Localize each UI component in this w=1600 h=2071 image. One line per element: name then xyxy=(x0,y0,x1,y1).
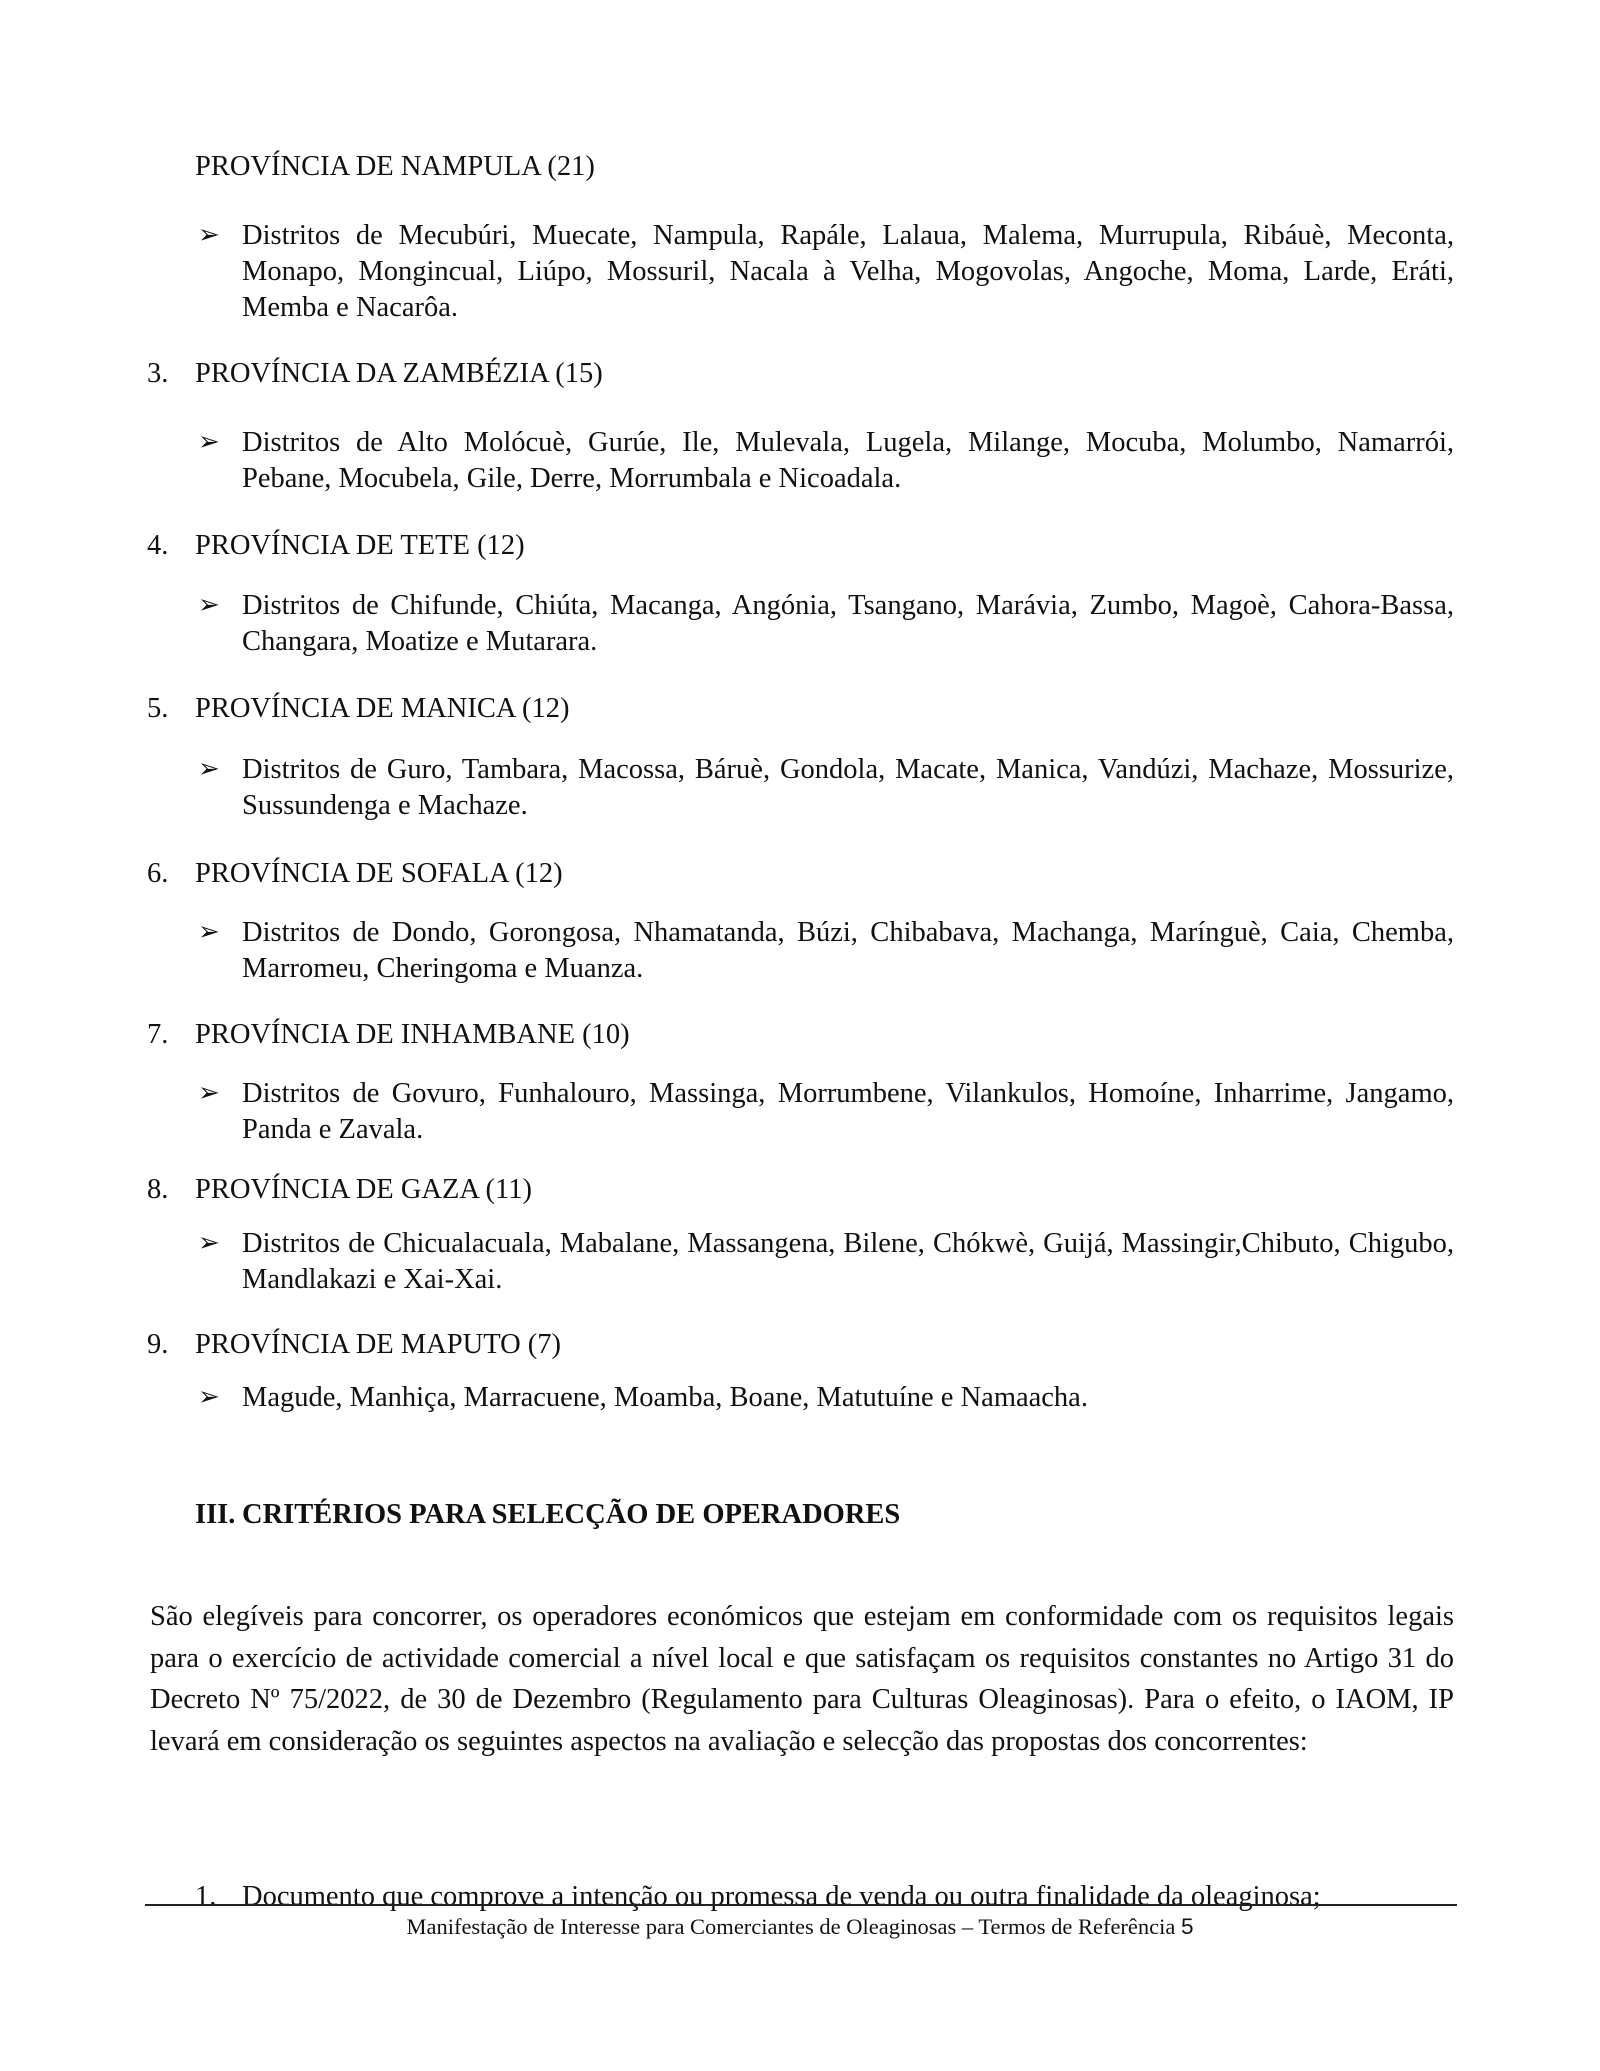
bullet-arrow-icon: ➢ xyxy=(198,1382,220,1412)
footer-text: Manifestação de Interesse para Comerciantes de Oleaginosas – Termos de Referência xyxy=(406,1914,1176,1939)
province-number: 4. xyxy=(147,530,169,561)
province-districts: Distritos de Dondo, Gorongosa, Nhamatanda, Búzi, Chibabava, Machanga, Marínguè, Caia, Chemba, Marromeu, Cheringoma e Muanza. xyxy=(242,917,1454,984)
bullet-arrow-icon: ➢ xyxy=(198,917,220,947)
province-districts: Distritos de Chicualacuala, Mabalane, Massangena, Bilene, Chókwè, Guijá, Massingir,Chibuto, Chigubo, Mandlakazi e Xai-Xai. xyxy=(242,1228,1454,1295)
province-districts: Magude, Manhiça, Marracuene, Moamba, Boane, Matutuíne e Namaacha. xyxy=(242,1382,1088,1413)
page-footer xyxy=(0,1912,1600,1942)
province-heading: PROVÍNCIA DE MANICA (12) xyxy=(195,693,570,724)
province-heading: PROVÍNCIA DE TETE (12) xyxy=(195,530,525,561)
province-number: 8. xyxy=(147,1174,169,1205)
bullet-arrow-icon: ➢ xyxy=(198,1228,220,1258)
province-districts: Distritos de Chifunde, Chiúta, Macanga, Angónia, Tsangano, Marávia, Zumbo, Magoè, Cahora-Bassa, Changara, Moatize e Mutarara. xyxy=(242,590,1454,657)
section-numeral: III. xyxy=(195,1499,236,1530)
bullet-arrow-icon: ➢ xyxy=(198,590,220,620)
footer-divider xyxy=(145,1904,1457,1906)
province-heading: PROVÍNCIA DA ZAMBÉZIA (15) xyxy=(195,358,603,389)
criteria-number: 1. xyxy=(195,1881,217,1912)
bullet-arrow-icon: ➢ xyxy=(198,1078,220,1108)
bullet-arrow-icon: ➢ xyxy=(198,427,220,457)
province-number: 7. xyxy=(147,1019,169,1050)
criteria-item: Documento que comprove a intenção ou promessa de venda ou outra finalidade da oleaginosa; xyxy=(242,1881,1321,1912)
province-number: 3. xyxy=(147,358,169,389)
section-title: CRITÉRIOS PARA SELECÇÃO DE OPERADORES xyxy=(242,1499,901,1530)
province-number: 9. xyxy=(147,1329,169,1360)
province-heading: PROVÍNCIA DE MAPUTO (7) xyxy=(195,1329,562,1360)
province-heading: PROVÍNCIA DE NAMPULA (21) xyxy=(195,151,595,182)
page-number: 5 xyxy=(1181,1914,1194,1939)
province-number: 5. xyxy=(147,693,169,724)
eligibility-paragraph: São elegíveis para concorrer, os operadores económicos que estejam em conformidade com os requisitos legais para o exercício de actividade comercial a nível local e que satisfaçam os requisitos constantes no Artigo 31 do Decreto Nº 75/2022, de 30 de Dezembro (Regulamento para Culturas Oleaginosas). Para o efeito, o IAOM, IP levará em consideração os seguintes aspectos na avaliação e selecção das propostas dos concorrentes: xyxy=(150,1601,1454,1757)
bullet-arrow-icon: ➢ xyxy=(198,220,220,250)
province-heading: PROVÍNCIA DE INHAMBANE (10) xyxy=(195,1019,630,1050)
province-districts: Distritos de Govuro, Funhalouro, Massinga, Morrumbene, Vilankulos, Homoíne, Inharrime, Jangamo, Panda e Zavala. xyxy=(242,1078,1454,1145)
province-districts: Distritos de Guro, Tambara, Macossa, Báruè, Gondola, Macate, Manica, Vandúzi, Machaze, Mossurize, Sussundenga e Machaze. xyxy=(242,754,1454,821)
province-heading: PROVÍNCIA DE SOFALA (12) xyxy=(195,858,563,889)
province-number: 6. xyxy=(147,858,169,889)
province-districts: Distritos de Alto Molócuè, Gurúe, Ile, Mulevala, Lugela, Milange, Mocuba, Molumbo, Namarrói, Pebane, Mocubela, Gile, Derre, Morrumbala e Nicoadala. xyxy=(242,427,1454,494)
province-heading: PROVÍNCIA DE GAZA (11) xyxy=(195,1174,532,1205)
province-districts: Distritos de Mecubúri, Muecate, Nampula, Rapále, Lalaua, Malema, Murrupula, Ribáuè, Meconta, Monapo, Mongincual, Liúpo, Mossuril, Nacala à Velha, Mogovolas, Angoche, Moma, Larde, Eráti, Memba e Nacarôa. xyxy=(242,220,1454,323)
bullet-arrow-icon: ➢ xyxy=(198,754,220,784)
